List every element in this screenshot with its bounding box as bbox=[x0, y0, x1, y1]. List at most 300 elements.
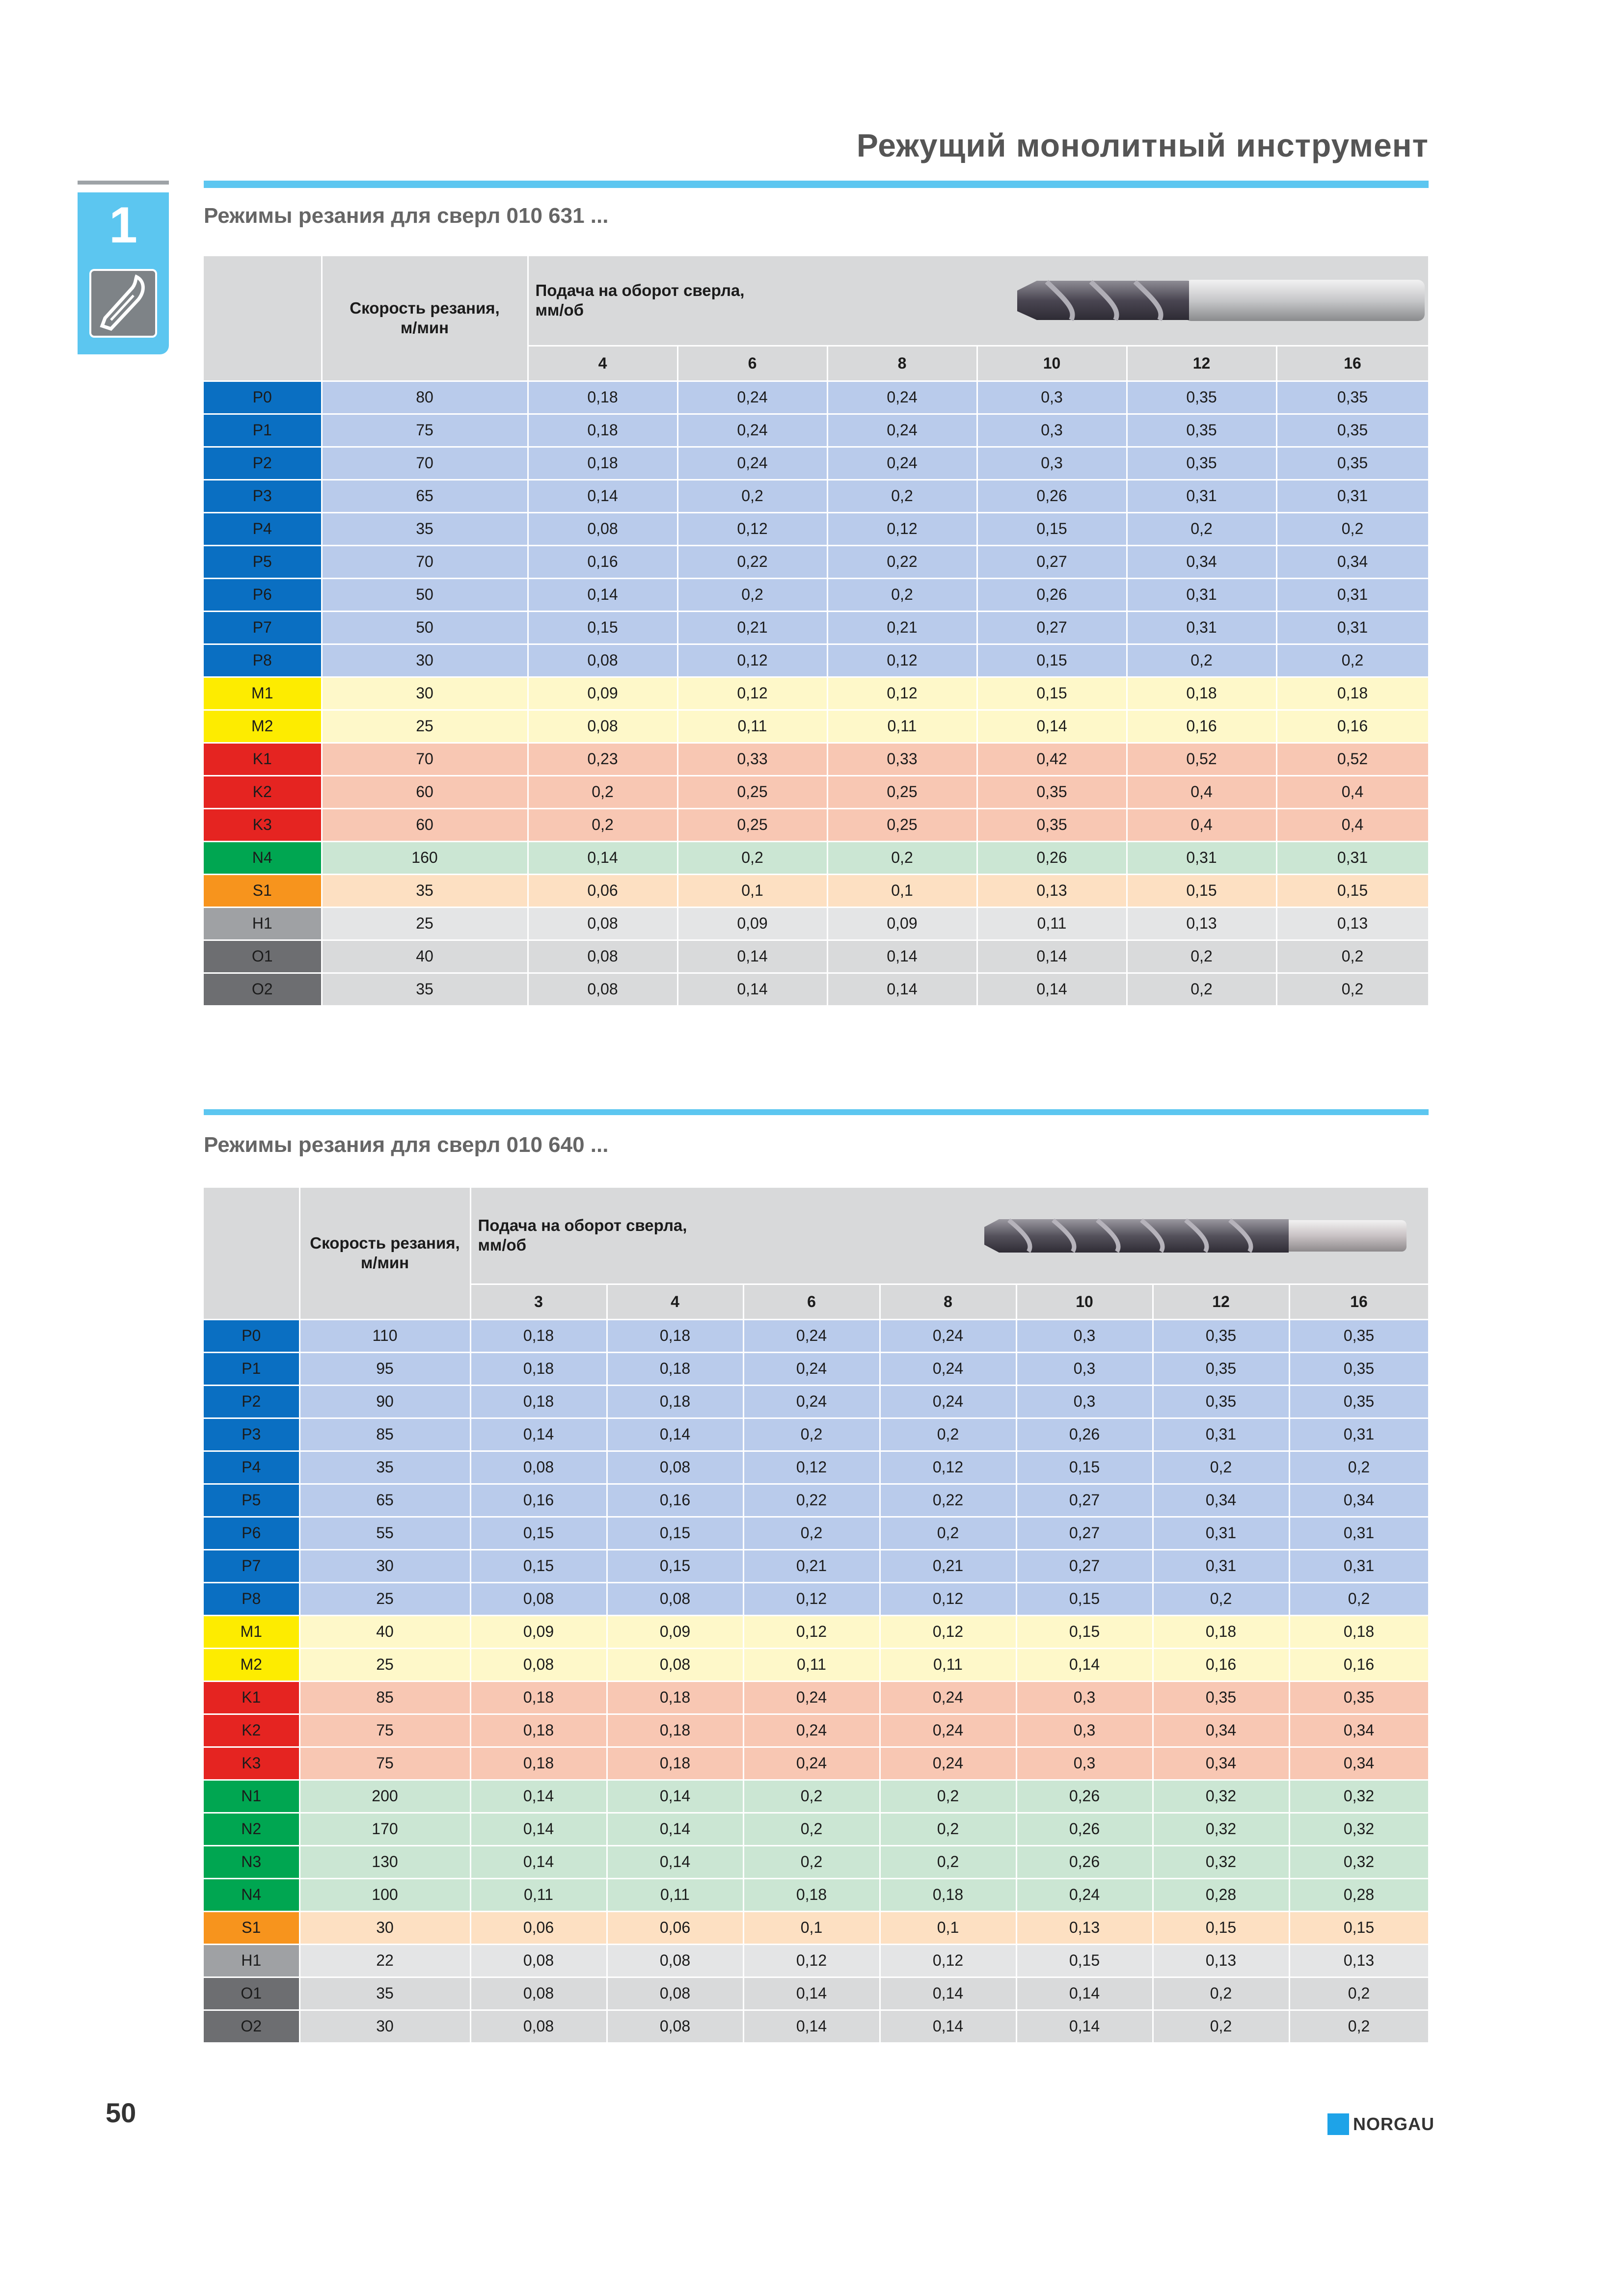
feed-value: 0,08 bbox=[607, 1451, 743, 1484]
feed-value: 0,27 bbox=[1016, 1549, 1153, 1582]
feed-value: 0,31 bbox=[1127, 480, 1276, 512]
speed-header-text: Скорость резания, м/мин bbox=[350, 299, 500, 337]
feed-value: 0,2 bbox=[1276, 644, 1429, 677]
feed-value: 0,18 bbox=[607, 1747, 743, 1780]
cutting-speed: 55 bbox=[299, 1517, 470, 1549]
diameter-header: 6 bbox=[677, 346, 827, 381]
table-row bbox=[204, 1582, 1429, 1615]
feed-value: 0,18 bbox=[470, 1352, 607, 1385]
feed-value: 0,09 bbox=[607, 1615, 743, 1648]
feed-value: 0,18 bbox=[470, 1681, 607, 1714]
feed-value: 0,33 bbox=[827, 743, 977, 775]
drill-image bbox=[979, 1207, 1411, 1261]
cutting-speed: 35 bbox=[322, 512, 528, 545]
feed-value: 0,08 bbox=[528, 973, 677, 1006]
feed-value: 0,32 bbox=[1153, 1845, 1289, 1878]
material-group: P1 bbox=[204, 1352, 299, 1385]
speed-header bbox=[299, 1188, 470, 1319]
feed-value: 0,2 bbox=[1153, 2010, 1289, 2043]
drill-image bbox=[1007, 271, 1430, 330]
feed-value: 0,24 bbox=[1016, 1878, 1153, 1911]
material-group: K1 bbox=[204, 1681, 299, 1714]
table-row bbox=[204, 1352, 1429, 1385]
table-row bbox=[204, 907, 1429, 940]
feed-value: 0,15 bbox=[1127, 874, 1276, 907]
feed-value: 0,11 bbox=[977, 907, 1127, 940]
material-group: O2 bbox=[204, 973, 322, 1006]
material-group: H1 bbox=[204, 907, 322, 940]
table-row bbox=[204, 611, 1429, 644]
feed-value: 0,24 bbox=[743, 1385, 880, 1418]
cutting-speed: 110 bbox=[299, 1319, 470, 1352]
feed-value: 0,12 bbox=[743, 1582, 880, 1615]
feed-value: 0,24 bbox=[677, 381, 827, 414]
cutting-speed: 25 bbox=[299, 1582, 470, 1615]
feed-value: 0,35 bbox=[1276, 414, 1429, 447]
cutting-speed: 40 bbox=[299, 1615, 470, 1648]
diameter-header: 4 bbox=[528, 346, 677, 381]
diameter-header: 8 bbox=[880, 1284, 1016, 1319]
feed-value: 0,14 bbox=[743, 1977, 880, 2010]
feed-value: 0,2 bbox=[743, 1845, 880, 1878]
feed-value: 0,15 bbox=[1016, 1944, 1153, 1977]
table-row bbox=[204, 1845, 1429, 1878]
feed-value: 0,23 bbox=[528, 743, 677, 775]
feed-value: 0,09 bbox=[528, 677, 677, 710]
page-number: 50 bbox=[106, 2097, 136, 2128]
feed-value: 0,16 bbox=[1289, 1648, 1429, 1681]
table-row bbox=[204, 1977, 1429, 2010]
cutting-speed: 60 bbox=[322, 808, 528, 841]
material-group: N4 bbox=[204, 1878, 299, 1911]
feed-value: 0,52 bbox=[1127, 743, 1276, 775]
cutting-speed: 30 bbox=[322, 644, 528, 677]
feed-value: 0,11 bbox=[677, 710, 827, 743]
feed-value: 0,3 bbox=[1016, 1681, 1153, 1714]
feed-value: 0,15 bbox=[1016, 1582, 1153, 1615]
feed-value: 0,14 bbox=[470, 1418, 607, 1451]
feed-value: 0,2 bbox=[880, 1418, 1016, 1451]
cutting-speed: 30 bbox=[299, 1911, 470, 1944]
feed-value: 0,11 bbox=[607, 1878, 743, 1911]
table-row bbox=[204, 2010, 1429, 2043]
feed-value: 0,2 bbox=[743, 1517, 880, 1549]
feed-value: 0,31 bbox=[1276, 841, 1429, 874]
table2-title: Режимы резания для сверл 010 640 ... bbox=[204, 1133, 609, 1157]
feed-value: 0,31 bbox=[1127, 611, 1276, 644]
section2-rule bbox=[204, 1109, 1429, 1115]
feed-value: 0,27 bbox=[977, 611, 1127, 644]
feed-value: 0,09 bbox=[677, 907, 827, 940]
material-group: P3 bbox=[204, 1418, 299, 1451]
feed-value: 0,2 bbox=[1153, 1977, 1289, 2010]
feed-value: 0,31 bbox=[1289, 1517, 1429, 1549]
feed-value: 0,18 bbox=[1153, 1615, 1289, 1648]
cutting-speed: 170 bbox=[299, 1813, 470, 1845]
feed-value: 0,24 bbox=[743, 1747, 880, 1780]
feed-value: 0,24 bbox=[827, 447, 977, 480]
feed-value: 0,35 bbox=[1289, 1319, 1429, 1352]
material-group: P0 bbox=[204, 381, 322, 414]
feed-value: 0,15 bbox=[470, 1517, 607, 1549]
feed-value: 0,25 bbox=[677, 808, 827, 841]
feed-value: 0,12 bbox=[880, 1944, 1016, 1977]
feed-value: 0,18 bbox=[470, 1385, 607, 1418]
drill-icon bbox=[89, 269, 157, 338]
feed-value: 0,18 bbox=[880, 1878, 1016, 1911]
diameter-header: 4 bbox=[607, 1284, 743, 1319]
material-group: O1 bbox=[204, 1977, 299, 2010]
feed-value: 0,08 bbox=[470, 1648, 607, 1681]
feed-value: 0,31 bbox=[1276, 578, 1429, 611]
feed-value: 0,15 bbox=[977, 677, 1127, 710]
feed-value: 0,26 bbox=[977, 841, 1127, 874]
diameter-header: 16 bbox=[1289, 1284, 1429, 1319]
feed-value: 0,35 bbox=[1127, 414, 1276, 447]
feed-value: 0,13 bbox=[1289, 1944, 1429, 1977]
material-group: P4 bbox=[204, 1451, 299, 1484]
feed-value: 0,14 bbox=[528, 578, 677, 611]
material-group: P7 bbox=[204, 1549, 299, 1582]
cutting-speed: 25 bbox=[322, 907, 528, 940]
feed-value: 0,12 bbox=[677, 677, 827, 710]
feed-value: 0,27 bbox=[1016, 1517, 1153, 1549]
cutting-speed: 35 bbox=[322, 874, 528, 907]
feed-value: 0,08 bbox=[607, 1944, 743, 1977]
feed-value: 0,2 bbox=[880, 1780, 1016, 1813]
feed-value: 0,33 bbox=[677, 743, 827, 775]
feed-value: 0,08 bbox=[470, 1977, 607, 2010]
table-row bbox=[204, 677, 1429, 710]
feed-value: 0,24 bbox=[677, 447, 827, 480]
feed-value: 0,2 bbox=[1127, 940, 1276, 973]
feed-value: 0,42 bbox=[977, 743, 1127, 775]
feed-value: 0,22 bbox=[880, 1484, 1016, 1517]
feed-value: 0,32 bbox=[1289, 1813, 1429, 1845]
feed-value: 0,21 bbox=[827, 611, 977, 644]
diameter-header: 10 bbox=[977, 346, 1127, 381]
material-group: S1 bbox=[204, 874, 322, 907]
feed-header: Подача на оборот сверла, мм/об bbox=[478, 1216, 687, 1255]
feed-value: 0,34 bbox=[1289, 1747, 1429, 1780]
feed-value: 0,2 bbox=[1127, 512, 1276, 545]
material-group: N4 bbox=[204, 841, 322, 874]
cutting-table-010640 bbox=[204, 1188, 1430, 2044]
diameter-header: 12 bbox=[1153, 1284, 1289, 1319]
feed-value: 0,08 bbox=[528, 512, 677, 545]
material-group: P0 bbox=[204, 1319, 299, 1352]
feed-value: 0,25 bbox=[677, 775, 827, 808]
feed-value: 0,11 bbox=[743, 1648, 880, 1681]
material-group: P3 bbox=[204, 480, 322, 512]
feed-value: 0,2 bbox=[1127, 973, 1276, 1006]
feed-value: 0,12 bbox=[827, 512, 977, 545]
feed-value: 0,35 bbox=[1153, 1352, 1289, 1385]
feed-value: 0,34 bbox=[1153, 1747, 1289, 1780]
table-row bbox=[204, 743, 1429, 775]
feed-value: 0,26 bbox=[1016, 1780, 1153, 1813]
speed-header bbox=[322, 256, 528, 381]
feed-value: 0,06 bbox=[607, 1911, 743, 1944]
feed-value: 0,12 bbox=[743, 1944, 880, 1977]
material-group: S1 bbox=[204, 1911, 299, 1944]
material-group: M2 bbox=[204, 710, 322, 743]
cutting-speed: 130 bbox=[299, 1845, 470, 1878]
material-group: M2 bbox=[204, 1648, 299, 1681]
feed-value: 0,24 bbox=[880, 1352, 1016, 1385]
feed-value: 0,24 bbox=[880, 1747, 1016, 1780]
feed-value: 0,22 bbox=[677, 545, 827, 578]
feed-value: 0,13 bbox=[977, 874, 1127, 907]
feed-value: 0,2 bbox=[677, 841, 827, 874]
table1-title: Режимы резания для сверл 010 631 ... bbox=[204, 204, 609, 228]
feed-value: 0,26 bbox=[1016, 1845, 1153, 1878]
feed-value: 0,08 bbox=[607, 1977, 743, 2010]
feed-value: 0,24 bbox=[743, 1681, 880, 1714]
diameter-header: 6 bbox=[743, 1284, 880, 1319]
feed-value: 0,2 bbox=[677, 480, 827, 512]
feed-value: 0,3 bbox=[977, 447, 1127, 480]
feed-value: 0,06 bbox=[470, 1911, 607, 1944]
feed-value: 0,14 bbox=[880, 1977, 1016, 2010]
group-header bbox=[204, 256, 322, 381]
material-group: H1 bbox=[204, 1944, 299, 1977]
feed-value: 0,2 bbox=[1289, 1451, 1429, 1484]
feed-value: 0,08 bbox=[470, 1944, 607, 1977]
table-row bbox=[204, 973, 1429, 1006]
table-row bbox=[204, 1319, 1429, 1352]
table-row bbox=[204, 512, 1429, 545]
feed-value: 0,15 bbox=[1153, 1911, 1289, 1944]
feed-value: 0,14 bbox=[607, 1418, 743, 1451]
feed-value: 0,2 bbox=[880, 1517, 1016, 1549]
feed-value: 0,21 bbox=[677, 611, 827, 644]
material-group: K2 bbox=[204, 1714, 299, 1747]
cutting-speed: 35 bbox=[299, 1451, 470, 1484]
table-row bbox=[204, 1878, 1429, 1911]
feed-value: 0,24 bbox=[827, 414, 977, 447]
table-row bbox=[204, 381, 1429, 414]
feed-value: 0,12 bbox=[677, 644, 827, 677]
feed-value: 0,26 bbox=[1016, 1418, 1153, 1451]
material-group: P7 bbox=[204, 611, 322, 644]
feed-value: 0,31 bbox=[1127, 841, 1276, 874]
feed-value: 0,3 bbox=[1016, 1352, 1153, 1385]
cutting-speed: 50 bbox=[322, 578, 528, 611]
feed-value: 0,35 bbox=[977, 775, 1127, 808]
table-row bbox=[204, 1780, 1429, 1813]
feed-value: 0,08 bbox=[470, 2010, 607, 2043]
feed-value: 0,35 bbox=[1276, 381, 1429, 414]
feed-value: 0,08 bbox=[528, 644, 677, 677]
table-row bbox=[204, 1944, 1429, 1977]
feed-value: 0,15 bbox=[977, 512, 1127, 545]
feed-value: 0,28 bbox=[1153, 1878, 1289, 1911]
diameter-header: 3 bbox=[470, 1284, 607, 1319]
feed-header-cell bbox=[528, 256, 1429, 346]
table-row bbox=[204, 1714, 1429, 1747]
feed-value: 0,18 bbox=[470, 1714, 607, 1747]
table-row bbox=[204, 841, 1429, 874]
feed-value: 0,24 bbox=[880, 1681, 1016, 1714]
feed-value: 0,15 bbox=[1289, 1911, 1429, 1944]
feed-value: 0,2 bbox=[1153, 1582, 1289, 1615]
feed-value: 0,14 bbox=[470, 1780, 607, 1813]
feed-value: 0,18 bbox=[607, 1385, 743, 1418]
material-group: O1 bbox=[204, 940, 322, 973]
table-row bbox=[204, 1681, 1429, 1714]
feed-value: 0,18 bbox=[607, 1352, 743, 1385]
feed-value: 0,21 bbox=[743, 1549, 880, 1582]
feed-value: 0,18 bbox=[470, 1319, 607, 1352]
diameter-header: 16 bbox=[1276, 346, 1429, 381]
material-group: P4 bbox=[204, 512, 322, 545]
feed-value: 0,14 bbox=[977, 710, 1127, 743]
feed-value: 0,15 bbox=[977, 644, 1127, 677]
material-group: P6 bbox=[204, 1517, 299, 1549]
feed-value: 0,15 bbox=[607, 1517, 743, 1549]
table-row bbox=[204, 1385, 1429, 1418]
feed-value: 0,13 bbox=[1016, 1911, 1153, 1944]
feed-value: 0,18 bbox=[607, 1714, 743, 1747]
diameter-header: 8 bbox=[827, 346, 977, 381]
material-group: K1 bbox=[204, 743, 322, 775]
cutting-speed: 200 bbox=[299, 1780, 470, 1813]
cutting-speed: 85 bbox=[299, 1418, 470, 1451]
brand-logo-text: NORGAU bbox=[1353, 2114, 1434, 2134]
feed-value: 0,22 bbox=[743, 1484, 880, 1517]
feed-value: 0,16 bbox=[1153, 1648, 1289, 1681]
table-row bbox=[204, 1418, 1429, 1451]
cutting-speed: 25 bbox=[299, 1648, 470, 1681]
feed-value: 0,1 bbox=[827, 874, 977, 907]
feed-value: 0,14 bbox=[827, 940, 977, 973]
cutting-speed: 70 bbox=[322, 743, 528, 775]
feed-value: 0,34 bbox=[1153, 1714, 1289, 1747]
table-row bbox=[204, 874, 1429, 907]
feed-value: 0,34 bbox=[1127, 545, 1276, 578]
feed-value: 0,18 bbox=[470, 1747, 607, 1780]
feed-value: 0,09 bbox=[827, 907, 977, 940]
feed-value: 0,27 bbox=[1016, 1484, 1153, 1517]
cutting-speed: 22 bbox=[299, 1944, 470, 1977]
material-group: K3 bbox=[204, 1747, 299, 1780]
feed-value: 0,25 bbox=[827, 775, 977, 808]
feed-value: 0,14 bbox=[743, 2010, 880, 2043]
feed-value: 0,3 bbox=[977, 414, 1127, 447]
feed-value: 0,2 bbox=[1276, 973, 1429, 1006]
feed-value: 0,12 bbox=[880, 1451, 1016, 1484]
feed-value: 0,31 bbox=[1153, 1418, 1289, 1451]
feed-value: 0,35 bbox=[1153, 1319, 1289, 1352]
feed-value: 0,4 bbox=[1276, 808, 1429, 841]
feed-value: 0,4 bbox=[1127, 775, 1276, 808]
feed-value: 0,24 bbox=[677, 414, 827, 447]
feed-value: 0,35 bbox=[1127, 381, 1276, 414]
feed-value: 0,2 bbox=[827, 578, 977, 611]
feed-value: 0,34 bbox=[1289, 1484, 1429, 1517]
cutting-speed: 75 bbox=[299, 1747, 470, 1780]
feed-value: 0,14 bbox=[977, 940, 1127, 973]
feed-value: 0,08 bbox=[607, 1648, 743, 1681]
table-row bbox=[204, 480, 1429, 512]
feed-value: 0,27 bbox=[977, 545, 1127, 578]
feed-value: 0,2 bbox=[1153, 1451, 1289, 1484]
feed-header: Подача на оборот сверла, мм/об bbox=[535, 281, 745, 320]
feed-value: 0,14 bbox=[607, 1845, 743, 1878]
feed-value: 0,3 bbox=[1016, 1385, 1153, 1418]
feed-value: 0,18 bbox=[528, 414, 677, 447]
feed-value: 0,24 bbox=[743, 1714, 880, 1747]
feed-value: 0,12 bbox=[827, 677, 977, 710]
table-row bbox=[204, 545, 1429, 578]
feed-value: 0,14 bbox=[528, 841, 677, 874]
feed-value: 0,32 bbox=[1153, 1813, 1289, 1845]
feed-value: 0,24 bbox=[743, 1352, 880, 1385]
feed-value: 0,28 bbox=[1289, 1878, 1429, 1911]
feed-value: 0,35 bbox=[1153, 1681, 1289, 1714]
feed-value: 0,08 bbox=[470, 1451, 607, 1484]
feed-value: 0,12 bbox=[677, 512, 827, 545]
chapter-tab-line bbox=[78, 181, 169, 185]
feed-value: 0,4 bbox=[1276, 775, 1429, 808]
feed-value: 0,08 bbox=[528, 710, 677, 743]
feed-value: 0,52 bbox=[1276, 743, 1429, 775]
material-group: P5 bbox=[204, 1484, 299, 1517]
feed-value: 0,21 bbox=[880, 1549, 1016, 1582]
feed-value: 0,2 bbox=[677, 578, 827, 611]
table-row bbox=[204, 1549, 1429, 1582]
table-row bbox=[204, 1911, 1429, 1944]
feed-value: 0,14 bbox=[977, 973, 1127, 1006]
feed-value: 0,2 bbox=[880, 1845, 1016, 1878]
feed-value: 0,13 bbox=[1276, 907, 1429, 940]
feed-value: 0,14 bbox=[880, 2010, 1016, 2043]
feed-value: 0,11 bbox=[827, 710, 977, 743]
feed-value: 0,4 bbox=[1127, 808, 1276, 841]
feed-value: 0,22 bbox=[827, 545, 977, 578]
table-row bbox=[204, 578, 1429, 611]
feed-value: 0,32 bbox=[1289, 1845, 1429, 1878]
cutting-speed: 70 bbox=[322, 447, 528, 480]
feed-value: 0,11 bbox=[880, 1648, 1016, 1681]
material-group: O2 bbox=[204, 2010, 299, 2043]
table-row bbox=[204, 1451, 1429, 1484]
feed-value: 0,2 bbox=[1127, 644, 1276, 677]
cutting-speed: 30 bbox=[322, 677, 528, 710]
material-group: M1 bbox=[204, 677, 322, 710]
feed-value: 0,24 bbox=[880, 1319, 1016, 1352]
diameter-header: 12 bbox=[1127, 346, 1276, 381]
feed-value: 0,24 bbox=[880, 1714, 1016, 1747]
feed-value: 0,18 bbox=[528, 381, 677, 414]
feed-value: 0,14 bbox=[1016, 1977, 1153, 2010]
cutting-speed: 95 bbox=[299, 1352, 470, 1385]
feed-value: 0,16 bbox=[1276, 710, 1429, 743]
material-group: P6 bbox=[204, 578, 322, 611]
cutting-speed: 90 bbox=[299, 1385, 470, 1418]
table-row bbox=[204, 644, 1429, 677]
group-header bbox=[204, 1188, 299, 1319]
feed-value: 0,2 bbox=[1289, 1582, 1429, 1615]
feed-value: 0,08 bbox=[528, 907, 677, 940]
feed-value: 0,34 bbox=[1276, 545, 1429, 578]
material-group: P1 bbox=[204, 414, 322, 447]
table-row bbox=[204, 447, 1429, 480]
feed-value: 0,34 bbox=[1153, 1484, 1289, 1517]
feed-value: 0,12 bbox=[880, 1582, 1016, 1615]
feed-value: 0,31 bbox=[1289, 1549, 1429, 1582]
